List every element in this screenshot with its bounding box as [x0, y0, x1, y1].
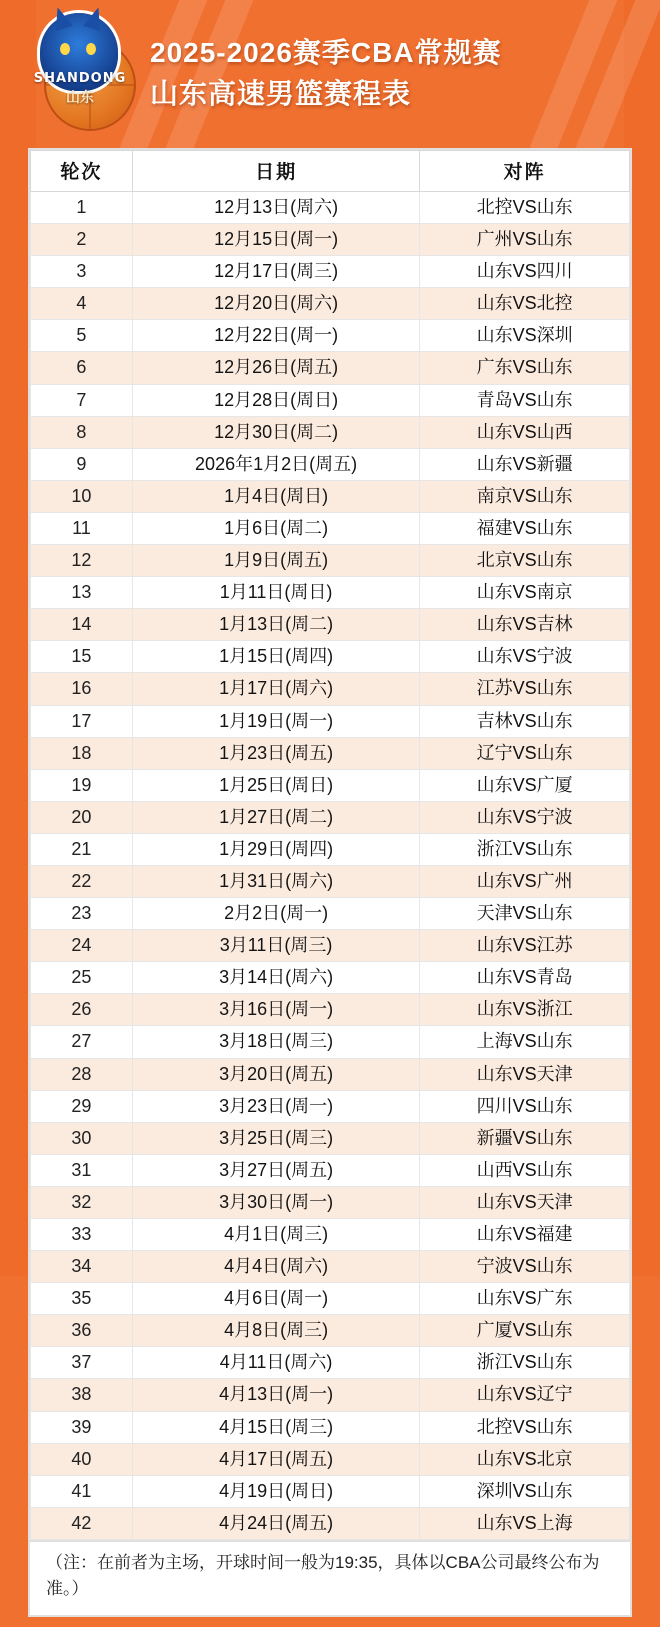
- cell-match: 山东VS深圳: [420, 320, 630, 352]
- cell-date: 1月25日(周日): [132, 769, 420, 801]
- table-row: [31, 1443, 630, 1475]
- cell-match: 山东VS吉林: [420, 609, 630, 641]
- cell-date: 1月13日(周二): [132, 609, 420, 641]
- table-row: [31, 1315, 630, 1347]
- cell-match: 山西VS山东: [420, 1154, 630, 1186]
- cell-date: 2026年1月2日(周五): [132, 448, 420, 480]
- cell-match: 福建VS山东: [420, 512, 630, 544]
- dragon-eye-left-icon: [60, 43, 70, 55]
- cell-round: 20: [31, 801, 133, 833]
- table-row: [31, 1090, 630, 1122]
- table-row: [31, 769, 630, 801]
- cell-date: 4月19日(周日): [132, 1475, 420, 1507]
- cell-date: 12月22日(周一): [132, 320, 420, 352]
- cell-date: 3月23日(周一): [132, 1090, 420, 1122]
- table-row: [31, 673, 630, 705]
- table-row: [31, 609, 630, 641]
- table-row: [31, 1186, 630, 1218]
- cell-match: 深圳VS山东: [420, 1475, 630, 1507]
- column-header-round: 轮次: [31, 151, 133, 192]
- cell-round: 1: [31, 192, 133, 224]
- cell-round: 11: [31, 512, 133, 544]
- cell-date: 2月2日(周一): [132, 898, 420, 930]
- schedule-table: [30, 150, 630, 1540]
- cell-round: 8: [31, 416, 133, 448]
- schedule-note: （注：在前者为主场，开球时间一般为19:35，具体以CBA公司最终公布为准。）: [28, 1542, 632, 1617]
- dragon-horn-left-icon: [49, 5, 73, 31]
- cell-round: 36: [31, 1315, 133, 1347]
- cell-date: 3月20日(周五): [132, 1058, 420, 1090]
- cell-round: 40: [31, 1443, 133, 1475]
- table-header-row: [31, 151, 630, 192]
- cell-round: 38: [31, 1379, 133, 1411]
- cell-date: 3月14日(周六): [132, 962, 420, 994]
- cell-match: 山东VS北控: [420, 288, 630, 320]
- table-row: [31, 1379, 630, 1411]
- table-row: [31, 1251, 630, 1283]
- table-row: [31, 705, 630, 737]
- cell-match: 北控VS山东: [420, 192, 630, 224]
- table-row: [31, 737, 630, 769]
- cell-date: 1月31日(周六): [132, 865, 420, 897]
- cell-round: 19: [31, 769, 133, 801]
- logo-wordmark-cn: 山东: [66, 89, 94, 105]
- cell-round: 10: [31, 480, 133, 512]
- cell-match: 宁波VS山东: [420, 1251, 630, 1283]
- cell-date: 1月11日(周日): [132, 577, 420, 609]
- cell-round: 12: [31, 545, 133, 577]
- table-row: [31, 1154, 630, 1186]
- cell-date: 3月16日(周一): [132, 994, 420, 1026]
- cell-round: 4: [31, 288, 133, 320]
- cell-match: 北控VS山东: [420, 1411, 630, 1443]
- table-row: [31, 320, 630, 352]
- cell-round: 16: [31, 673, 133, 705]
- cell-match: 广州VS山东: [420, 224, 630, 256]
- cell-date: 3月11日(周三): [132, 930, 420, 962]
- cell-match: 浙江VS山东: [420, 833, 630, 865]
- cell-date: 4月6日(周一): [132, 1283, 420, 1315]
- cell-match: 南京VS山东: [420, 480, 630, 512]
- cell-match: 山东VS宁波: [420, 801, 630, 833]
- cell-date: 4月8日(周三): [132, 1315, 420, 1347]
- table-row: [31, 192, 630, 224]
- title-line-2: 山东高速男篮赛程表: [150, 78, 412, 109]
- cell-match: 山东VS辽宁: [420, 1379, 630, 1411]
- cell-round: 3: [31, 256, 133, 288]
- table-row: [31, 448, 630, 480]
- table-row: [31, 641, 630, 673]
- cell-date: 1月6日(周二): [132, 512, 420, 544]
- cell-round: 14: [31, 609, 133, 641]
- dragon-eye-right-icon: [86, 43, 96, 55]
- table-row: [31, 577, 630, 609]
- cell-round: 25: [31, 962, 133, 994]
- cell-round: 34: [31, 1251, 133, 1283]
- cell-round: 9: [31, 448, 133, 480]
- cell-round: 35: [31, 1283, 133, 1315]
- cell-match: 广厦VS山东: [420, 1315, 630, 1347]
- cell-round: 39: [31, 1411, 133, 1443]
- cell-round: 33: [31, 1219, 133, 1251]
- cell-match: 北京VS山东: [420, 545, 630, 577]
- title-line-1: 2025-2026赛季CBA常规赛: [150, 37, 502, 69]
- cell-round: 29: [31, 1090, 133, 1122]
- table-row: [31, 801, 630, 833]
- schedule-table-container: [28, 148, 632, 1542]
- cell-round: 18: [31, 737, 133, 769]
- schedule-table-body: [31, 192, 630, 1540]
- cell-match: 山东VS北京: [420, 1443, 630, 1475]
- cell-date: 12月30日(周二): [132, 416, 420, 448]
- cell-match: 山东VS天津: [420, 1058, 630, 1090]
- cell-match: 山东VS江苏: [420, 930, 630, 962]
- cell-match: 天津VS山东: [420, 898, 630, 930]
- logo-wordmark-en: SHANDONG: [33, 71, 127, 86]
- column-header-date: 日期: [132, 151, 420, 192]
- cell-date: 1月9日(周五): [132, 545, 420, 577]
- cell-round: 24: [31, 930, 133, 962]
- cell-match: 山东VS广东: [420, 1283, 630, 1315]
- table-row: [31, 930, 630, 962]
- table-row: [31, 1347, 630, 1379]
- table-row: [31, 545, 630, 577]
- table-row: [31, 1058, 630, 1090]
- table-row: [31, 256, 630, 288]
- cell-round: 2: [31, 224, 133, 256]
- table-row: [31, 352, 630, 384]
- cell-match: 浙江VS山东: [420, 1347, 630, 1379]
- cell-date: 4月11日(周六): [132, 1347, 420, 1379]
- cell-date: 1月27日(周二): [132, 801, 420, 833]
- cell-match: 江苏VS山东: [420, 673, 630, 705]
- table-row: [31, 288, 630, 320]
- cell-match: 上海VS山东: [420, 1026, 630, 1058]
- cell-date: 4月17日(周五): [132, 1443, 420, 1475]
- table-row: [31, 962, 630, 994]
- cell-date: 12月28日(周日): [132, 384, 420, 416]
- cell-match: 山东VS浙江: [420, 994, 630, 1026]
- cell-date: 3月18日(周三): [132, 1026, 420, 1058]
- cell-date: 1月15日(周四): [132, 641, 420, 673]
- cell-match: 山东VS广州: [420, 865, 630, 897]
- cell-round: 27: [31, 1026, 133, 1058]
- cell-date: 12月17日(周三): [132, 256, 420, 288]
- table-row: [31, 384, 630, 416]
- table-row: [31, 1283, 630, 1315]
- cell-round: 6: [31, 352, 133, 384]
- dragon-horn-right-icon: [83, 5, 107, 31]
- cell-match: 四川VS山东: [420, 1090, 630, 1122]
- cell-round: 30: [31, 1122, 133, 1154]
- table-row: [31, 1475, 630, 1507]
- cell-date: 1月19日(周一): [132, 705, 420, 737]
- table-row: [31, 1026, 630, 1058]
- cell-round: 7: [31, 384, 133, 416]
- cell-match: 山东VS山西: [420, 416, 630, 448]
- cell-date: 4月15日(周三): [132, 1411, 420, 1443]
- table-row: [31, 833, 630, 865]
- cell-date: 12月15日(周一): [132, 224, 420, 256]
- cell-date: 4月4日(周六): [132, 1251, 420, 1283]
- cell-date: 4月24日(周五): [132, 1507, 420, 1539]
- cell-round: 15: [31, 641, 133, 673]
- page-header: [0, 0, 660, 148]
- cell-round: 41: [31, 1475, 133, 1507]
- cell-match: 山东VS宁波: [420, 641, 630, 673]
- table-row: [31, 865, 630, 897]
- table-row: [31, 416, 630, 448]
- cell-date: 3月30日(周一): [132, 1186, 420, 1218]
- page-title: [144, 33, 502, 114]
- table-row: [31, 1122, 630, 1154]
- table-row: [31, 512, 630, 544]
- cell-date: 1月29日(周四): [132, 833, 420, 865]
- cell-round: 28: [31, 1058, 133, 1090]
- cell-match: 山东VS天津: [420, 1186, 630, 1218]
- cell-match: 青岛VS山东: [420, 384, 630, 416]
- cell-date: 12月13日(周六): [132, 192, 420, 224]
- cell-date: 3月27日(周五): [132, 1154, 420, 1186]
- cell-match: 辽宁VS山东: [420, 737, 630, 769]
- column-header-matchup: 对阵: [420, 151, 630, 192]
- cell-date: 4月1日(周三): [132, 1219, 420, 1251]
- cell-match: 山东VS青岛: [420, 962, 630, 994]
- cell-date: 1月4日(周日): [132, 480, 420, 512]
- cell-match: 山东VS广厦: [420, 769, 630, 801]
- cell-date: 1月23日(周五): [132, 737, 420, 769]
- table-row: [31, 1219, 630, 1251]
- cell-round: 5: [31, 320, 133, 352]
- cell-date: 4月13日(周一): [132, 1379, 420, 1411]
- team-logo: [22, 13, 138, 135]
- table-row: [31, 1507, 630, 1539]
- table-row: [31, 898, 630, 930]
- table-row: [31, 994, 630, 1026]
- cell-match: 山东VS南京: [420, 577, 630, 609]
- cell-match: 广东VS山东: [420, 352, 630, 384]
- cell-round: 17: [31, 705, 133, 737]
- cell-match: 山东VS福建: [420, 1219, 630, 1251]
- cell-round: 26: [31, 994, 133, 1026]
- table-row: [31, 224, 630, 256]
- cell-round: 37: [31, 1347, 133, 1379]
- cell-match: 山东VS新疆: [420, 448, 630, 480]
- cell-round: 13: [31, 577, 133, 609]
- cell-date: 3月25日(周三): [132, 1122, 420, 1154]
- table-row: [31, 480, 630, 512]
- cell-round: 32: [31, 1186, 133, 1218]
- cell-round: 21: [31, 833, 133, 865]
- cell-match: 山东VS四川: [420, 256, 630, 288]
- cell-round: 23: [31, 898, 133, 930]
- cell-round: 22: [31, 865, 133, 897]
- cell-round: 42: [31, 1507, 133, 1539]
- cell-date: 1月17日(周六): [132, 673, 420, 705]
- cell-match: 新疆VS山东: [420, 1122, 630, 1154]
- cell-match: 山东VS上海: [420, 1507, 630, 1539]
- cell-date: 12月20日(周六): [132, 288, 420, 320]
- table-row: [31, 1411, 630, 1443]
- cell-round: 31: [31, 1154, 133, 1186]
- cell-date: 12月26日(周五): [132, 352, 420, 384]
- cell-match: 吉林VS山东: [420, 705, 630, 737]
